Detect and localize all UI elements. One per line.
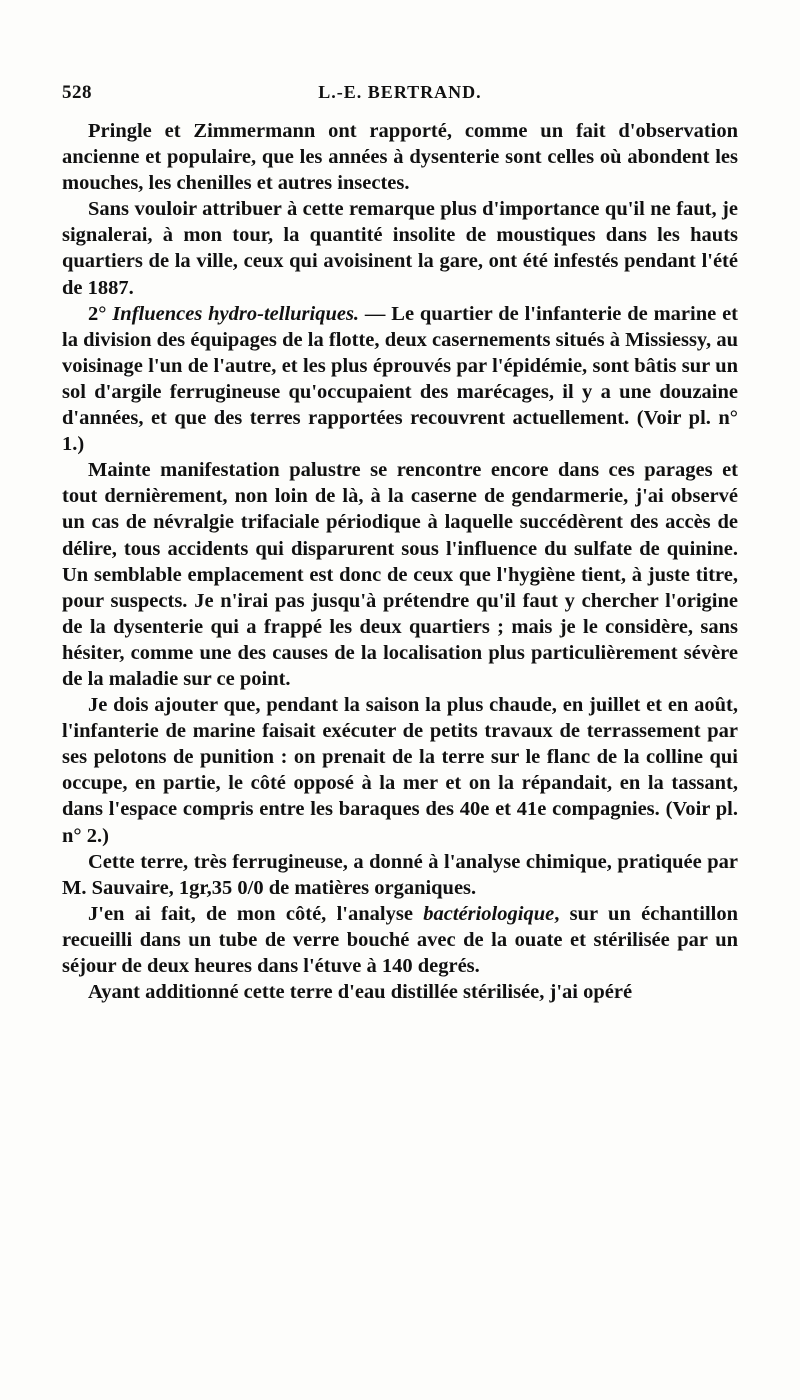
paragraph-8 xyxy=(62,979,738,1005)
section-heading: Influences hydro-telluriques. xyxy=(112,302,360,325)
running-head: L.-E. BERTRAND. xyxy=(318,82,482,102)
paragraph-5-text: Je dois ajouter que, pendant la saison la plus chaude, en juillet et en août, l'infanterie de marine faisait exécuter de petits travaux de terrassement par ses pelotons de punition : on prenait de la terre sur le flanc de la colline qui occupe, en partie, le côté opposé à la mer et on la répandait, en la tassant, dans l'espace compris entre les baraques des 40e et 41e compagnies. (Voir pl. n° 2.) xyxy=(62,694,738,847)
body-text xyxy=(62,118,738,1005)
emphasis-bacteriologique: bactériologique xyxy=(423,902,555,925)
paragraph-4 xyxy=(62,457,738,692)
paragraph-7-pre: J'en ai fait, de mon côté, l'analyse xyxy=(88,902,424,925)
paragraph-4-text: Mainte manifestation palustre se rencontre encore dans ces parages et tout dernièrement, non loin de là, à la caserne de gendarmerie, j'ai observé un cas de névralgie trifaciale périodique à laquelle succédèrent des accès de délire, tous accidents qui disparurent sous l'influence du sulfate de quinine. Un semblable emplacement est donc de ceux que l'hygiène tient, à juste titre, pour suspects. Je n'irai pas jusqu'à prétendre qu'il faut y chercher l'origine de la dysenterie qui a frappé les deux quartiers ; mais je le considère, sans hésiter, comme une des causes de la localisation plus particulièrement sévère de la maladie sur ce point. xyxy=(62,459,738,690)
paragraph-7-text: , sur un échantillon recueilli dans un tube de verre bouché avec de la ouate et stérilisée par un séjour de deux heures dans l'étuve à 140 degrés. xyxy=(62,902,738,977)
paragraph-5 xyxy=(62,692,738,849)
paragraph-3-text: — Le quartier de l'infanterie de marine et la division des équipages de la flotte, deux casernements situés à Missiessy, au voisinage l'un de l'autre, et les plus éprouvés par l'épidémie, sont bâtis sur un sol d'argile ferrugineuse qu'occupaient des marécages, il y a une douzaine d'années, et que des terres rapportées recouvrent actuellement. (Voir pl. n° 1.) xyxy=(62,302,738,456)
paragraph-1 xyxy=(62,118,738,196)
paragraph-7 xyxy=(62,901,738,979)
paragraph-1-text: Pringle et Zimmermann ont rapporté, comme un fait d'observation ancienne et populaire, que les années à dysenterie sont celles où abondent les mouches, les chenilles et autres insectes. xyxy=(62,120,738,195)
paragraph-2-text: Sans vouloir attribuer à cette remarque plus d'importance qu'il ne faut, je signalerai, à mon tour, la quantité insolite de moustiques dans les hauts quartiers de la ville, ceux qui avoisinent la gare, ont été infestés pendant l'été de 1887. xyxy=(62,198,738,299)
paragraph-6-text: Cette terre, très ferrugineuse, a donné à l'analyse chimique, pratiquée par M. Sauvaire, 1gr,35 0/0 de matières organiques. xyxy=(62,850,738,899)
paragraph-8-text: Ayant additionné cette terre d'eau distillée stérilisée, j'ai opéré xyxy=(88,981,633,1004)
page-number: 528 xyxy=(62,82,92,103)
paragraph-3 xyxy=(62,301,738,458)
section-number: 2° xyxy=(88,302,113,325)
page-header xyxy=(62,82,738,108)
paragraph-2 xyxy=(62,196,738,300)
paragraph-6 xyxy=(62,849,738,901)
